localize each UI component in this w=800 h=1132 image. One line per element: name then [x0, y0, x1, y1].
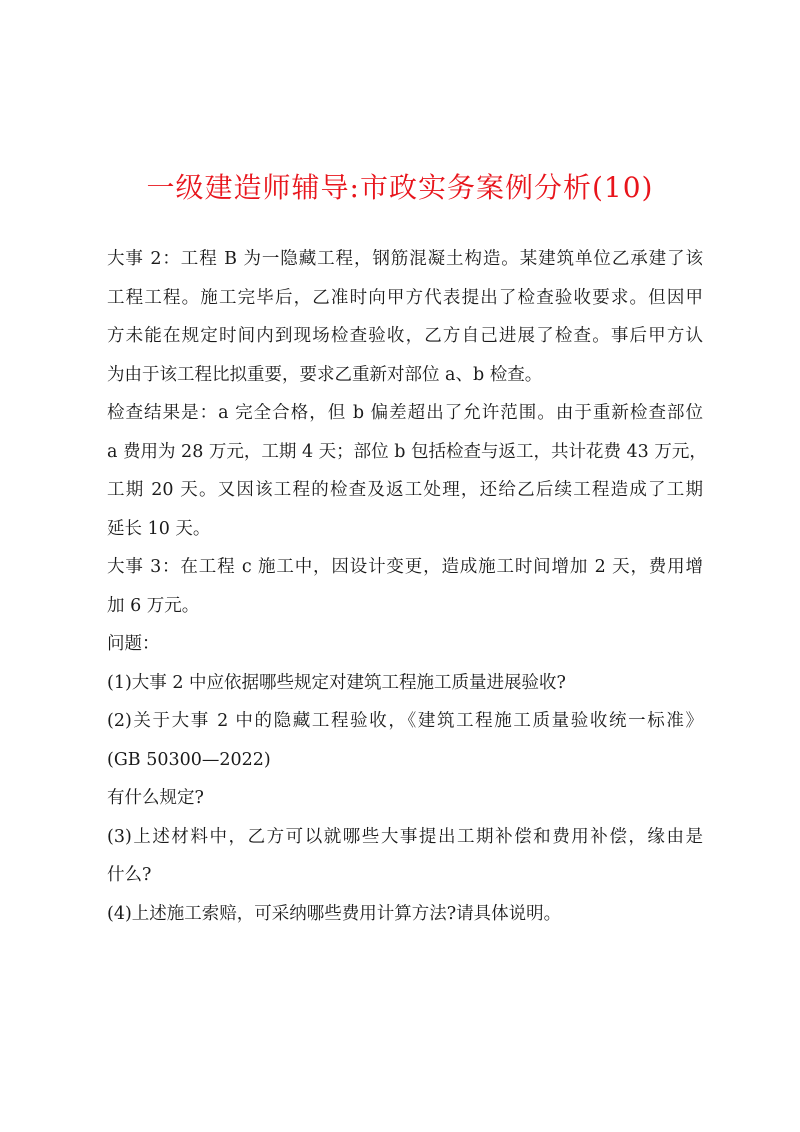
body-text-line: 工期 20 天。又因该工程的检查及返工处理，还给乙后续工程造成了工期: [107, 480, 703, 500]
document-body: [107, 240, 707, 933]
body-text-line: a 费用为 28 万元，工期 4 天；部位 b 包括检查与返工，共计花费 43 万元，: [107, 441, 707, 462]
body-text-line: (1)大事 2 中应依据哪些规定对建筑工程施工质量进展验收?: [107, 672, 566, 693]
body-text-line: 加 6 万元。: [107, 595, 200, 616]
body-text-line: 延长 10 天。: [107, 518, 211, 539]
body-text-line: 工程工程。施工完毕后，乙准时向甲方代表提出了检查验收要求。但因甲: [107, 287, 703, 308]
body-text-line: 为由于该工程比拟重要，要求乙重新对部位 a、b 检查。: [107, 364, 543, 385]
body-text-line: 检查结果是：a 完全合格，但 b 偏差超出了允许范围。由于重新检查部位: [107, 403, 703, 423]
body-text-line: 大事 3：在工程 c 施工中，因设计变更，造成施工时间增加 2 天，费用增: [107, 557, 703, 577]
body-text-line: (2)关于大事 2 中的隐藏工程验收，《建筑工程施工质量验收统一标准》: [107, 711, 703, 731]
body-text-line: (3)上述材料中，乙方可以就哪些大事提出工期补偿和费用补偿，缘由是: [107, 826, 703, 847]
body-text-line: 问题：: [107, 634, 160, 654]
body-text-line: 方未能在规定时间内到现场检查验收，乙方自己进展了检查。事后甲方认: [107, 326, 703, 346]
document-title: 一级建造师辅导:市政实务案例分析(10): [146, 171, 654, 204]
body-text-line: 有什么规定?: [107, 788, 204, 808]
body-text-line: (GB 50300—2022): [107, 749, 271, 770]
body-text-line: 什么?: [107, 865, 152, 885]
body-text-line: (4)上述施工索赔，可采纳哪些费用计算方法?请具体说明。: [107, 903, 562, 924]
body-text-line: 大事 2：工程 B 为一隐藏工程，钢筋混凝土构造。某建筑单位乙承建了该: [107, 249, 703, 269]
